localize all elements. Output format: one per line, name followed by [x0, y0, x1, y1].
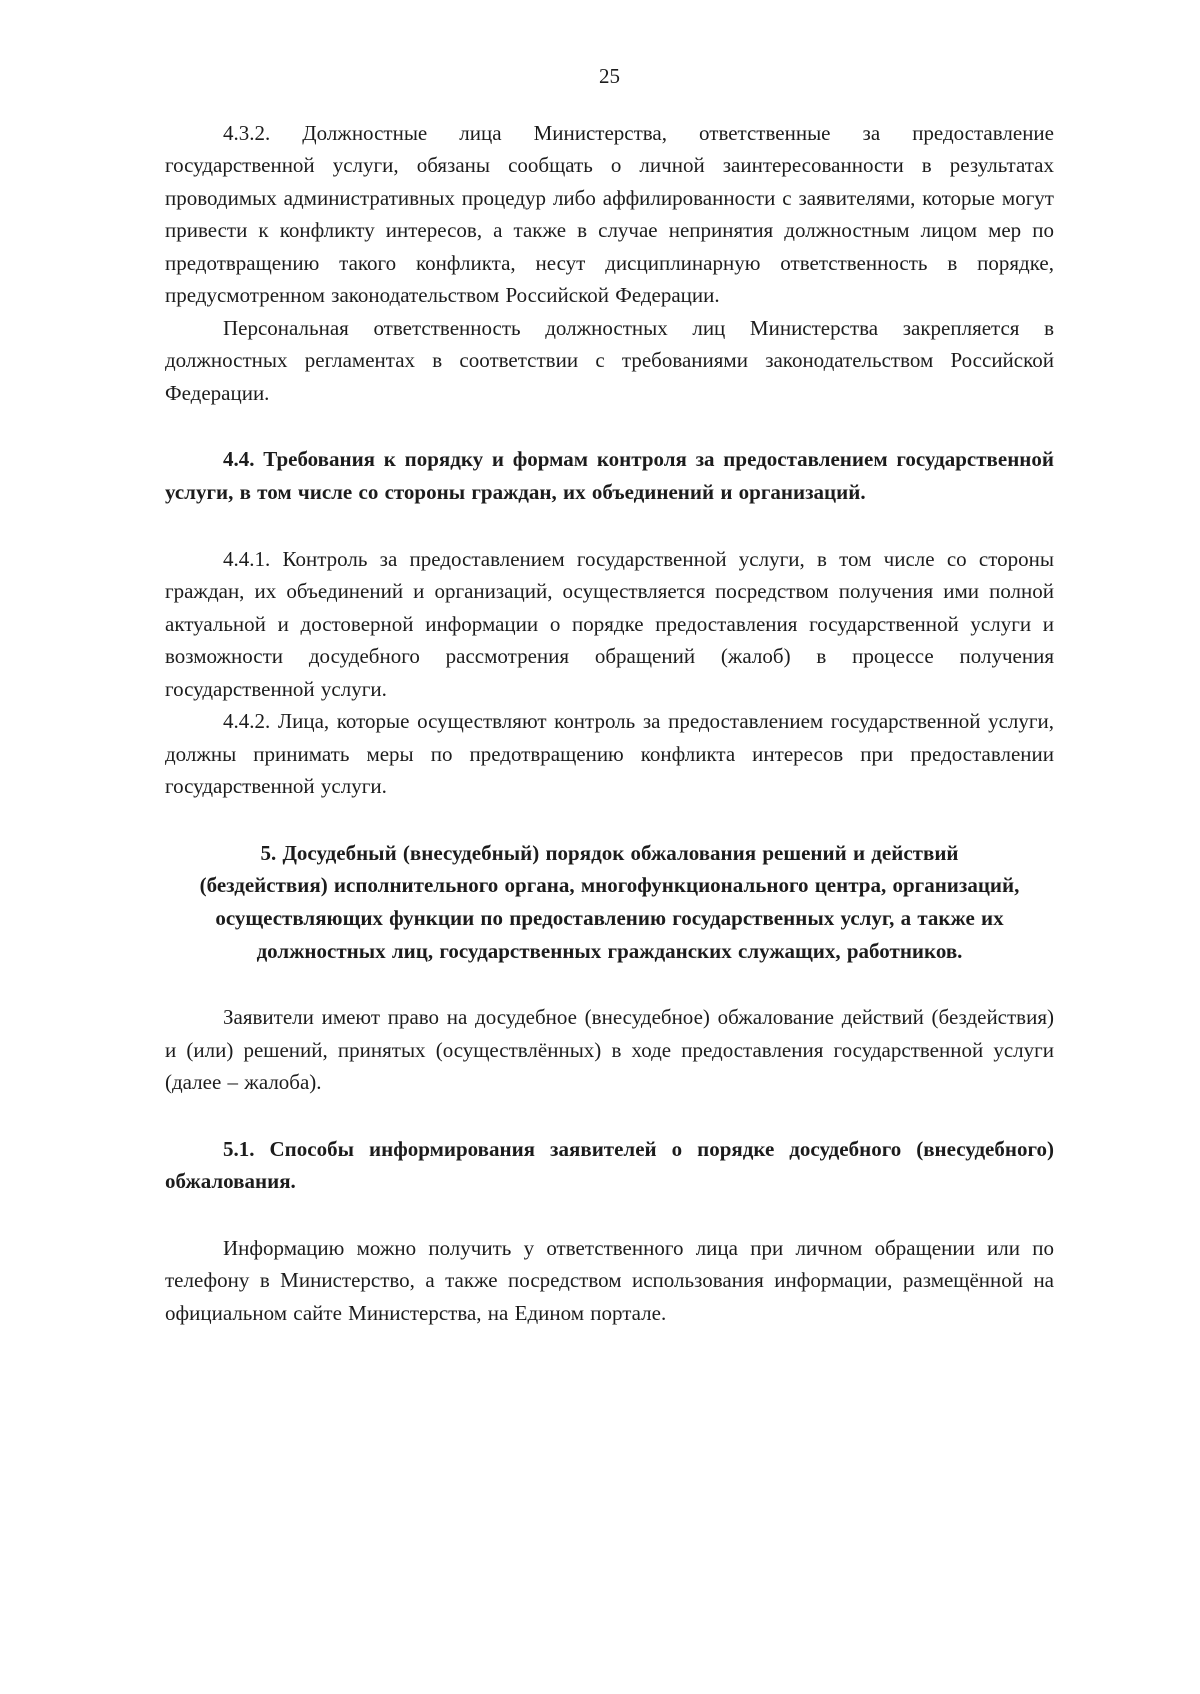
page-number: 25	[599, 64, 620, 88]
paragraph-4-4-1: 4.4.1. Контроль за предоставлением государственной услуги, в том числе со стороны граждан, их объединений и организаций, осуществляется посредством получения ими полной актуальной и достоверной информации о порядке предоставления государственной услуги и возможности досудебного рассмотрения обращений (жалоб) в процессе получения государственной услуги.	[165, 546, 1054, 701]
section-heading-4-4: 4.4. Требования к порядку и формам контроля за предоставлением государственной услуги, в том числе со стороны граждан, их объединений и организаций.	[165, 447, 1054, 505]
paragraph-5-1-body: Информацию можно получить у ответственного лица при личном обращении или по телефону в Министерство, а также посредством использования информации, размещённой на официальном сайте Министерства, на Едином портале.	[165, 1235, 1054, 1325]
section-heading-5: 5. Досудебный (внесудебный) порядок обжалования решений и действий (бездействия) исполнительного органа, многофункционального центра, организаций, осуществляющих функции по предоставлению государственных услуг, а также их должностных лиц, государственных гражданских служащих, работников.	[199, 840, 1020, 963]
paragraph-4-4-2: 4.4.2. Лица, которые осуществляют контроль за предоставлением государственной услуги, должны принимать меры по предотвращению конфликта интересов при предоставлении государственной услуги.	[165, 709, 1054, 799]
section-heading-5-1: 5.1. Способы информирования заявителей о порядке досудебного (внесудебного) обжалования.	[165, 1136, 1054, 1194]
paragraph-personal-responsibility: Персональная ответственность должностных лиц Министерства закрепляется в должностных регламентах в соответствии с требованиями законодательством Российской Федерации.	[165, 315, 1054, 405]
paragraph-5-intro: Заявители имеют право на досудебное (внесудебное) обжалование действий (бездействия) и (или) решений, принятых (осуществлённых) в ходе предоставления государственной услуги (далее – жалоба).	[165, 1005, 1054, 1095]
paragraph-4-3-2: 4.3.2. Должностные лица Министерства, ответственные за предоставление государственной услуги, обязаны сообщать о личной заинтересованности в результатах проводимых административных процедур либо аффилированности с заявителями, которые могут привести к конфликту интересов, а также в случае непринятия должностным лицом мер по предотвращению такого конфликта, несут дисциплинарную ответственность в порядке, предусмотренном законодательством Российской Федерации.	[165, 120, 1054, 308]
